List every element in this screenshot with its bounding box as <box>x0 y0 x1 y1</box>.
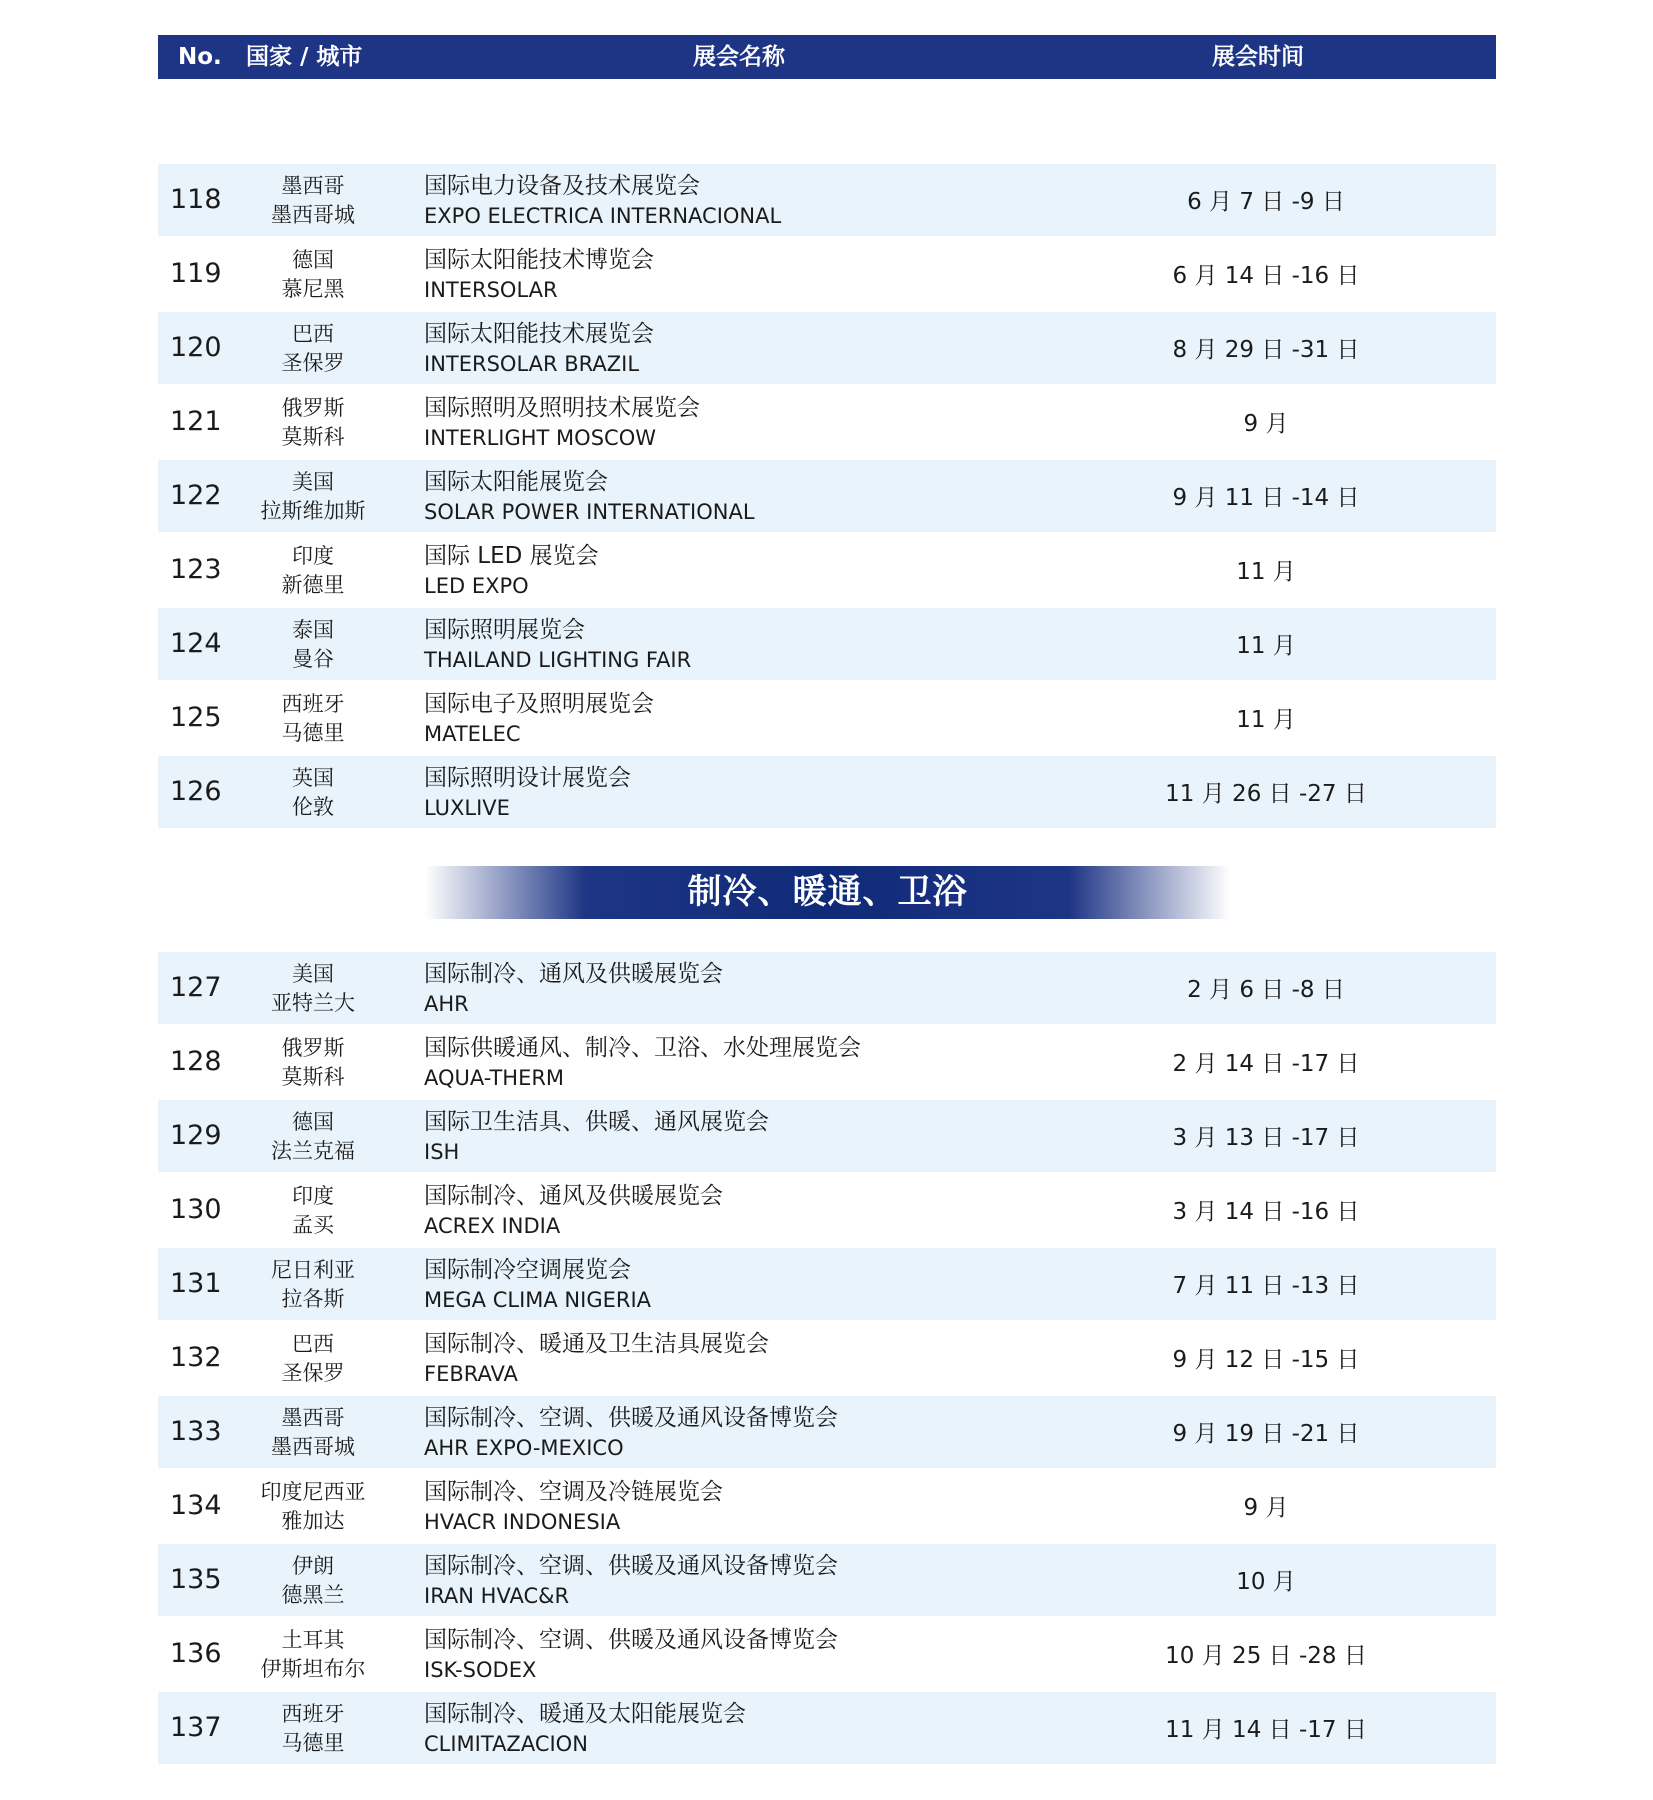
row-number: 122 <box>170 480 222 511</box>
row-city: 马德里 <box>281 721 345 745</box>
row-name-cn: 国际制冷、空调、供暖及通风设备博览会 <box>424 1553 838 1579</box>
row-city: 法兰克福 <box>271 1139 355 1163</box>
table-row <box>158 1692 1496 1764</box>
table-row <box>158 756 1496 828</box>
row-name-cn: 国际照明展览会 <box>424 617 585 643</box>
row-name-en: IRAN HVAC&R <box>424 1584 570 1608</box>
row-date: 9 月 <box>1243 411 1289 437</box>
row-number: 123 <box>170 554 222 585</box>
row-name-cn: 国际制冷空调展览会 <box>424 1257 631 1283</box>
row-date: 3 月 14 日 -16 日 <box>1172 1199 1360 1225</box>
table-row <box>158 460 1496 532</box>
row-number: 127 <box>170 972 222 1003</box>
row-name-cn: 国际太阳能展览会 <box>424 469 608 495</box>
row-location <box>238 394 388 452</box>
row-city: 莫斯科 <box>281 1065 345 1089</box>
row-city: 雅加达 <box>281 1509 345 1533</box>
row-country: 德国 <box>292 248 334 272</box>
row-date: 6 月 14 日 -16 日 <box>1172 263 1360 289</box>
row-date: 8 月 29 日 -31 日 <box>1172 337 1360 363</box>
table-row <box>158 608 1496 680</box>
row-location <box>238 1034 388 1092</box>
row-number: 124 <box>170 628 222 659</box>
row-location <box>238 616 388 674</box>
row-city: 慕尼黑 <box>281 277 345 301</box>
row-country: 美国 <box>292 962 334 986</box>
table-row <box>158 1248 1496 1320</box>
row-exhibition <box>424 1033 861 1093</box>
row-city: 马德里 <box>281 1731 345 1755</box>
table-row <box>158 164 1496 236</box>
row-date: 2 月 6 日 -8 日 <box>1187 977 1345 1003</box>
row-country: 巴西 <box>292 1332 334 1356</box>
row-name-en: LUXLIVE <box>424 796 510 820</box>
row-name-cn: 国际照明及照明技术展览会 <box>424 395 700 421</box>
row-location <box>238 1552 388 1610</box>
row-date: 10 月 <box>1236 1569 1296 1595</box>
row-country: 土耳其 <box>281 1628 345 1652</box>
table-row <box>158 1470 1496 1542</box>
section-title: 制冷、暖通、卫浴 <box>425 866 1230 919</box>
row-name-cn: 国际卫生洁具、供暖、通风展览会 <box>424 1109 769 1135</box>
row-date: 6 月 7 日 -9 日 <box>1187 189 1345 215</box>
row-name-cn: 国际电子及照明展览会 <box>424 691 654 717</box>
row-number: 118 <box>170 184 222 215</box>
table-row <box>158 1322 1496 1394</box>
row-exhibition <box>424 245 654 305</box>
row-location <box>238 1108 388 1166</box>
row-location <box>238 1256 388 1314</box>
row-city: 拉斯维加斯 <box>260 499 366 523</box>
table-row <box>158 952 1496 1024</box>
table-row <box>158 1174 1496 1246</box>
row-number: 129 <box>170 1120 222 1151</box>
row-location <box>238 1330 388 1388</box>
row-name-cn: 国际制冷、通风及供暖展览会 <box>424 1183 723 1209</box>
row-number: 137 <box>170 1712 222 1743</box>
row-exhibition <box>424 467 755 527</box>
row-country: 西班牙 <box>281 1702 345 1726</box>
row-country: 墨西哥 <box>281 1406 345 1430</box>
row-name-cn: 国际制冷、空调、供暖及通风设备博览会 <box>424 1405 838 1431</box>
row-name-en: ISH <box>424 1140 460 1164</box>
row-city: 圣保罗 <box>281 351 345 375</box>
row-number: 136 <box>170 1638 222 1669</box>
table-row <box>158 1026 1496 1098</box>
table-header <box>158 35 1496 79</box>
row-name-en: ISK-SODEX <box>424 1658 537 1682</box>
row-number: 119 <box>170 258 222 289</box>
row-name-cn: 国际制冷、通风及供暖展览会 <box>424 961 723 987</box>
row-city: 新德里 <box>281 573 345 597</box>
row-exhibition <box>424 1181 723 1241</box>
row-name-cn: 国际电力设备及技术展览会 <box>424 173 700 199</box>
row-exhibition <box>424 1403 838 1463</box>
row-location <box>238 690 388 748</box>
row-name-cn: 国际 LED 展览会 <box>424 543 599 569</box>
row-number: 131 <box>170 1268 222 1299</box>
row-date: 3 月 13 日 -17 日 <box>1172 1125 1360 1151</box>
row-exhibition <box>424 615 691 675</box>
row-name-cn: 国际照明设计展览会 <box>424 765 631 791</box>
row-exhibition <box>424 1107 769 1167</box>
row-city: 圣保罗 <box>281 1361 345 1385</box>
row-date: 9 月 11 日 -14 日 <box>1172 485 1360 511</box>
row-exhibition <box>424 1477 723 1537</box>
row-city: 伊斯坦布尔 <box>260 1657 366 1681</box>
row-location <box>238 1700 388 1758</box>
row-country: 尼日利亚 <box>271 1258 355 1282</box>
row-date: 2 月 14 日 -17 日 <box>1172 1051 1360 1077</box>
row-city: 拉各斯 <box>281 1287 345 1311</box>
row-name-en: FEBRAVA <box>424 1362 518 1386</box>
row-name-en: MATELEC <box>424 722 521 746</box>
row-number: 120 <box>170 332 222 363</box>
row-country: 德国 <box>292 1110 334 1134</box>
row-exhibition <box>424 1699 746 1759</box>
row-date: 9 月 12 日 -15 日 <box>1172 1347 1360 1373</box>
row-exhibition <box>424 171 781 231</box>
row-country: 伊朗 <box>292 1554 334 1578</box>
row-name-cn: 国际太阳能技术博览会 <box>424 247 654 273</box>
row-country: 墨西哥 <box>281 174 345 198</box>
row-number: 128 <box>170 1046 222 1077</box>
row-date: 11 月 14 日 -17 日 <box>1165 1717 1367 1743</box>
row-country: 印度 <box>292 1184 334 1208</box>
row-number: 121 <box>170 406 222 437</box>
row-date: 7 月 11 日 -13 日 <box>1172 1273 1360 1299</box>
row-exhibition <box>424 1551 838 1611</box>
row-country: 俄罗斯 <box>281 1036 345 1060</box>
row-name-en: AHR <box>424 992 469 1016</box>
row-date: 9 月 <box>1243 1495 1289 1521</box>
row-name-en: THAILAND LIGHTING FAIR <box>424 648 692 672</box>
table-row <box>158 238 1496 310</box>
header-no: No. <box>178 44 222 70</box>
row-country: 美国 <box>292 470 334 494</box>
row-name-cn: 国际制冷、暖通及太阳能展览会 <box>424 1701 746 1727</box>
header-date: 展会时间 <box>1212 44 1304 70</box>
row-country: 印度 <box>292 544 334 568</box>
row-exhibition <box>424 393 700 453</box>
row-country: 西班牙 <box>281 692 345 716</box>
row-city: 曼谷 <box>292 647 334 671</box>
row-number: 132 <box>170 1342 222 1373</box>
row-number: 130 <box>170 1194 222 1225</box>
table-row <box>158 682 1496 754</box>
row-name-en: HVACR INDONESIA <box>424 1510 621 1534</box>
row-city: 伦敦 <box>292 795 334 819</box>
table-row <box>158 1544 1496 1616</box>
row-name-en: INTERLIGHT MOSCOW <box>424 426 656 450</box>
row-date: 11 月 <box>1236 559 1296 585</box>
row-exhibition <box>424 1625 838 1685</box>
row-city: 孟买 <box>292 1213 334 1237</box>
row-name-en: CLIMITAZACION <box>424 1732 588 1756</box>
row-name-en: SOLAR POWER INTERNATIONAL <box>424 500 755 524</box>
row-name-cn: 国际供暖通风、制冷、卫浴、水处理展览会 <box>424 1035 861 1061</box>
row-name-cn: 国际太阳能技术展览会 <box>424 321 654 347</box>
row-name-en: AQUA-THERM <box>424 1066 565 1090</box>
row-date: 9 月 19 日 -21 日 <box>1172 1421 1360 1447</box>
row-number: 133 <box>170 1416 222 1447</box>
row-location <box>238 320 388 378</box>
header-location: 国家 / 城市 <box>246 44 363 70</box>
row-location <box>238 1404 388 1462</box>
row-name-cn: 国际制冷、暖通及卫生洁具展览会 <box>424 1331 769 1357</box>
row-date: 11 月 26 日 -27 日 <box>1165 781 1367 807</box>
table-row <box>158 386 1496 458</box>
row-location <box>238 172 388 230</box>
row-name-en: MEGA CLIMA NIGERIA <box>424 1288 652 1312</box>
row-name-cn: 国际制冷、空调及冷链展览会 <box>424 1479 723 1505</box>
header-name: 展会名称 <box>693 44 785 70</box>
table-row <box>158 1100 1496 1172</box>
row-exhibition <box>424 959 723 1019</box>
row-country: 泰国 <box>292 618 334 642</box>
row-city: 墨西哥城 <box>271 1435 355 1459</box>
table-row <box>158 1618 1496 1690</box>
row-exhibition <box>424 319 654 379</box>
row-location <box>238 960 388 1018</box>
row-location <box>238 542 388 600</box>
row-number: 134 <box>170 1490 222 1521</box>
row-country: 俄罗斯 <box>281 396 345 420</box>
row-exhibition <box>424 763 631 823</box>
row-exhibition <box>424 1255 651 1315</box>
row-country: 印度尼西亚 <box>260 1480 366 1504</box>
row-location <box>238 246 388 304</box>
row-exhibition <box>424 541 599 601</box>
row-city: 亚特兰大 <box>271 991 355 1015</box>
table-row <box>158 1396 1496 1468</box>
row-name-en: AHR EXPO-MEXICO <box>424 1436 624 1460</box>
row-location <box>238 1182 388 1240</box>
row-name-en: ACREX INDIA <box>424 1214 561 1238</box>
row-date: 11 月 <box>1236 707 1296 733</box>
row-city: 墨西哥城 <box>271 203 355 227</box>
row-country: 英国 <box>292 766 334 790</box>
row-number: 126 <box>170 776 222 807</box>
row-date: 11 月 <box>1236 633 1296 659</box>
row-location <box>238 764 388 822</box>
row-date: 10 月 25 日 -28 日 <box>1165 1643 1367 1669</box>
row-location <box>238 468 388 526</box>
row-name-en: INTERSOLAR <box>424 278 558 302</box>
row-location <box>238 1626 388 1684</box>
row-number: 125 <box>170 702 222 733</box>
row-location <box>238 1478 388 1536</box>
row-name-en: EXPO ELECTRICA INTERNACIONAL <box>424 204 782 228</box>
row-city: 德黑兰 <box>281 1583 345 1607</box>
table-row <box>158 312 1496 384</box>
row-city: 莫斯科 <box>281 425 345 449</box>
row-exhibition <box>424 1329 769 1389</box>
row-number: 135 <box>170 1564 222 1595</box>
row-country: 巴西 <box>292 322 334 346</box>
table-row <box>158 534 1496 606</box>
row-exhibition <box>424 689 654 749</box>
row-name-en: LED EXPO <box>424 574 529 598</box>
row-name-en: INTERSOLAR BRAZIL <box>424 352 640 376</box>
row-name-cn: 国际制冷、空调、供暖及通风设备博览会 <box>424 1627 838 1653</box>
